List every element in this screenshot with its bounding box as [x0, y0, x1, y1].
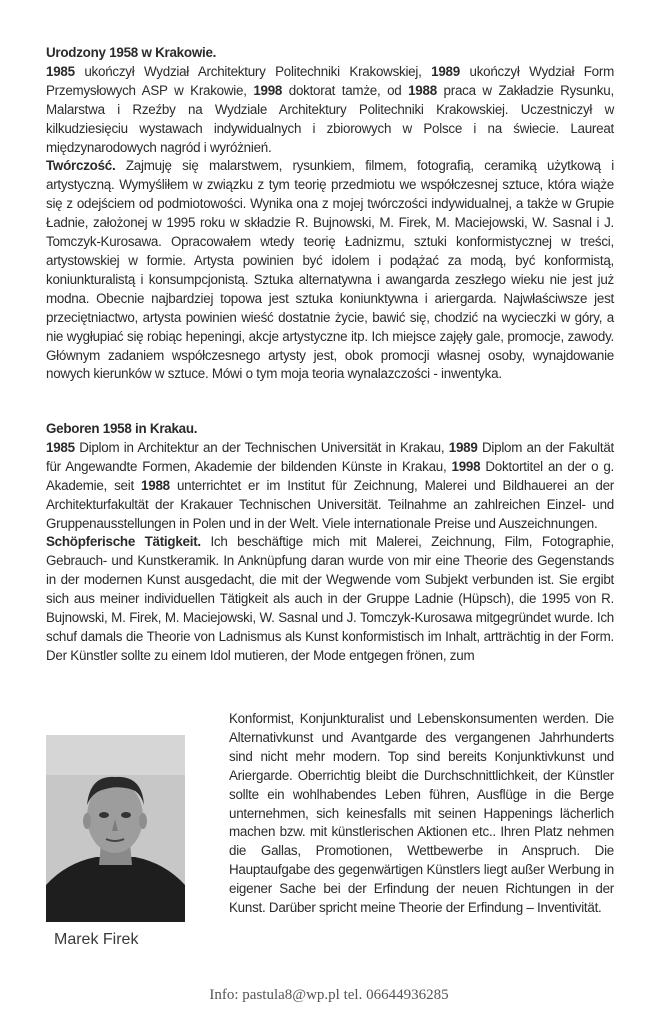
year-1989: 1989: [431, 63, 460, 79]
text-span: ukończył Wydział Form Przemysłowych ASP w Krakowie,: [46, 63, 614, 98]
portrait-illustration: [46, 735, 185, 922]
contact-info: Info: pastula8@wp.pl tel. 06644936285: [209, 987, 449, 1003]
year-1988: 1988: [408, 82, 437, 98]
text-span: Diplom an der Fakultät für Angewandte Formen, Akademie der bildenden Künste in Krakau,: [46, 439, 614, 474]
year-1998: 1998: [451, 458, 481, 474]
portrait-photo: [46, 735, 185, 922]
text-span: ukończył Wydział Architektury Politechniki Krakowskiej,: [74, 63, 432, 79]
text-span: Diplom in Architektur an der Technischen Universität in Krakau,: [74, 439, 449, 455]
polish-heading: Urodzony 1958 w Krakowie.: [46, 45, 217, 60]
polish-biography: [46, 44, 614, 384]
year-1988: 1988: [141, 477, 170, 493]
creative-label: Schöpferische Tätigkeit.: [46, 534, 201, 550]
photo-caption: Marek Firek: [54, 931, 139, 948]
year-1985: 1985: [46, 439, 75, 455]
year-1985: 1985: [46, 63, 75, 79]
german-creative-paragraph: [46, 533, 614, 665]
creative-label: Twórczość.: [46, 158, 116, 174]
german-career-paragraph: [46, 439, 614, 534]
polish-career-paragraph: [46, 63, 614, 158]
text-span: Doktortitel an der o g. Akademie, seit: [46, 458, 614, 493]
text-span: praca w Zakładzie Rysunku, Malarstwa i Rzeźby na Wydziale Architektury Politechniki Krakowskiej. Uczestniczył w kilkudziesięciu wystawach indywidualnych i zbiorowych w Polsce i na świecie. Laureat międzynarodowych nagród i wyróżnień.: [46, 82, 614, 155]
text-span: doktorat tamże, od: [282, 82, 409, 98]
text-span: Zajmuję się malarstwem, rysunkiem, filmem, fotografią, ceramiką użytkową i artystyczną. Wymyśliłem w związku z tym teorię przedmiotu we współczesnej sztuce, która wiąże się z odejściem od podmiotowości. Wynika ona z mojej twórczości indywidualnej, a także w Grupie Ładnie, założonej w 1995 roku w składzie R. Bujnowski, M. Firek, M. Maciejowski, W. Sasnal i J. Tomczyk-Kurosawa. Opracowałem wtedy teorię Ładnizmu, sztuki konformistycznej w treści, artystowskiej w formie. Artysta powinien być idolem i podążać za modą, być konformistą, koniunkturalistą i konsumpcjonistą. Sztuka alternatywna i awangarda zeszłego wieku nie jest już modna. Obecnie najbardziej topowa jest sztuka koniunktywna i ariergarda. Najwłaściwsze jest przeciętniactwo, artysta powinien wieść dostatnie życie, bawić się, chodzić na wycieczki w góry, a nie wygłupiać się robiąc hepeningi, akcje artystyczne itp. Ich miejsce zajęły gale, promocje, zawody. Głównym zadaniem współczesnego artysty jest, obok promocji własnej osoby, wynajdowanie nowych kierunków w sztuce. Mówi o tym moja teoria wynalazczości - inwentyka.: [46, 158, 614, 382]
german-biography: [46, 420, 614, 666]
text-span: unterrichtet er im Institut für Zeichnung, Malerei und Bildhauerei an der Architekturfakultät der Krakauer Technischen Universität. Teilnahme an zahlreichen Einzel- und Gruppenausstellungen in Polen und in der Welt. Viele internationale Preise und Auszeichnungen.: [46, 477, 614, 531]
year-1998: 1998: [253, 82, 283, 98]
german-heading: Geboren 1958 in Krakau.: [46, 421, 198, 436]
year-1989: 1989: [448, 439, 478, 455]
text-span: Ich beschäftige mich mit Malerei, Zeichnung, Film, Fotographie, Gebrauch- und Kunstkeramik. In Anknüpfung daran wurde von mir eine Theorie des Gegenstands in der modernen Kunst ausgedacht, die mit der Wegwende vom Subjekt verbunden ist. Sie ergibt sich aus meiner individuellen Tätigkeit als auch in der Gruppe Ladnie (Hüpsch), die 1995 von R. Bujnowski, M. Firek, M. Maciejowski, W. Sasnal und J. Tomczyk-Kurosawa mitgegründet wurde. Ich schuf damals die Theorie von Ladnismus als Kunst konformistisch im Inhalt, artträchtig in der Form. Der Künstler sollte zu einem Idol mutieren, der Mode entgegen frönen, zum: [46, 534, 615, 663]
polish-creative-paragraph: [46, 157, 614, 384]
german-continuation-text: Konformist, Konjunkturalist und Lebenskonsumenten werden. Die Alternativkunst und Avantgarde des vergangenen Jahrhunderts sind nicht mehr modern. Top sind bereits Konjunktivkunst und Ariergarde. Oberrichtig bleibt die Durchschnittlichkeit, der Künstler sollte ein wohlhabendes Leben führen, Ausflüge in die Berge unternehmen, sich keinesfalls mit seinen Happenings lächerlich machen bzw. mit künstlerischen Aktionen etc.. Ihren Platz nehmen die Gallas, Promotionen, Wettbewerbe in Anspruch. Die Hauptaufgabe des gegenwärtigen Künstlers liegt außer Werbung in eigener Sache bei der Erfindung der neuen Richtungen in der Kunst. Darüber spricht meine Theorie der Erfindung – Inventivität.: [229, 711, 614, 916]
